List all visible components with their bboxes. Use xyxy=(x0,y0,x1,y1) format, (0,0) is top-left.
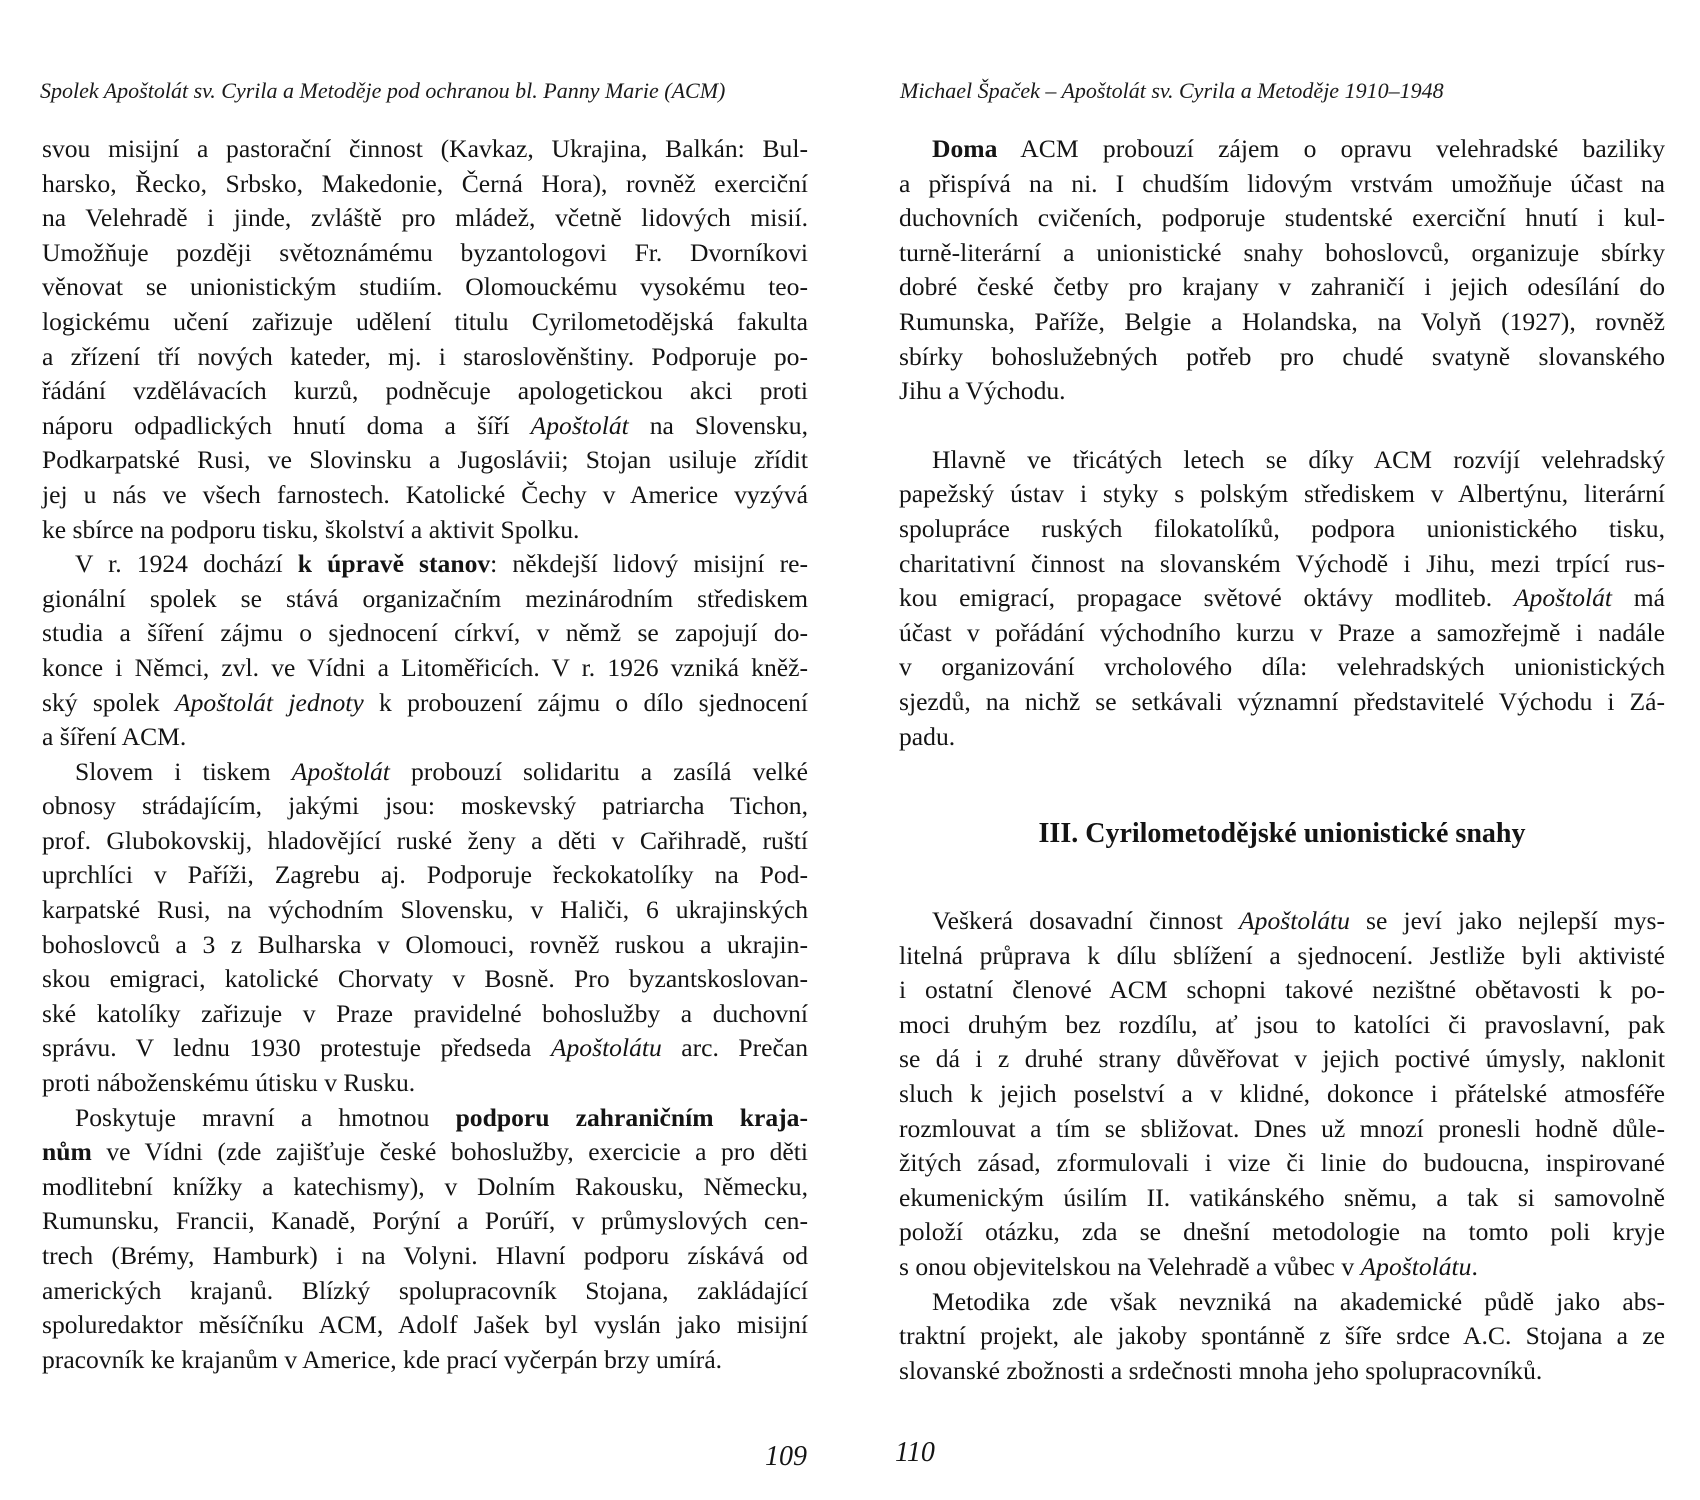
paragraph-left-2 xyxy=(42,547,808,755)
text-line: Jihu a Východu. xyxy=(899,376,1066,406)
text-line: a přispívá na ni. I chudším lidovým vrstvám umožňuje účast na xyxy=(899,168,1665,198)
text-line: spoluredaktor měsíčníku ACM, Adolf Jašek byl vyslán jako misijní xyxy=(42,1310,808,1340)
paragraph-right-3 xyxy=(899,904,1665,1285)
text-line: Hlavně ve třicátých letech se díky ACM rozvíjí velehradský xyxy=(932,444,1665,474)
text-line: Poskytuje mravní a hmotnou podporu zahraničním kraja- xyxy=(75,1102,808,1132)
page-number-left: 109 xyxy=(765,1441,807,1472)
text-line: rozmlouvat a tím se sbližovat. Dnes už mnozí pronesli hodně důle- xyxy=(899,1113,1665,1143)
text-line: a šíření ACM. xyxy=(42,722,187,752)
right-page xyxy=(850,0,1700,1500)
text-line: uprchlíci v Paříži, Zagrebu aj. Podporuje řeckokatolíky na Pod- xyxy=(42,860,808,890)
left-page-body xyxy=(42,132,808,1377)
text-line: Doma ACM probouzí zájem o opravu velehradské baziliky xyxy=(932,134,1665,163)
text-line: svou misijní a pastorační činnost (Kavkaz, Ukrajina, Balkán: Bul- xyxy=(42,134,808,163)
text-line: sbírky bohoslužebných potřeb pro chudé svatyně slovanského xyxy=(899,341,1665,371)
text-line: sjezdů, na nichž se setkávali významní představitelé Východu i Zá- xyxy=(899,686,1665,716)
text-line: ský spolek Apoštolát jednoty k probouzení zájmu o dílo sjednocení xyxy=(42,687,809,717)
text-line: kou emigrací, propagace světové oktávy modliteb. Apoštolát má xyxy=(899,583,1665,613)
text-line: nům ve Vídni (zde zajišťuje české bohoslužby, exercicie a pro děti xyxy=(42,1137,808,1167)
paragraph-left-4 xyxy=(42,1101,808,1378)
text-line: modlitební knížky a katechismy), v Dolním Rakousku, Německu, xyxy=(42,1171,808,1201)
text-line: položí otázku, zda se dnešní metodologie na tomto poli kryje xyxy=(899,1217,1665,1247)
text-line: bohoslovců a 3 z Bulharska v Olomouci, rovněž ruskou a ukrajin- xyxy=(42,929,808,959)
text-line: Veškerá dosavadní činnost Apoštolátu se jeví jako nejlepší mys- xyxy=(932,906,1665,936)
text-line: prof. Glubokovskij, hladovějící ruské ženy a děti v Cařihradě, ruští xyxy=(42,825,808,855)
running-head-right: Michael Špaček – Apoštolát sv. Cyrila a Metoděje 1910–1948 xyxy=(900,78,1444,103)
text-line: Rumunsku, Francii, Kanadě, Porýní a Porúří, v průmyslových cen- xyxy=(42,1206,808,1236)
text-line: sluch k jejich poselství a v klidné, dokonce i přátelské atmosféře xyxy=(899,1079,1665,1109)
paragraph-right-2 xyxy=(899,443,1665,754)
text-line: gionální spolek se stává organizačním mezinárodním střediskem xyxy=(42,583,808,613)
text-line: amerických krajanů. Blízký spolupracovník Stojana, zakládající xyxy=(42,1275,808,1305)
text-line: turně-literární a unionistické snahy bohoslovců, organizuje sbírky xyxy=(899,237,1665,267)
text-line: Umožňuje později světoznámému byzantologovi Fr. Dvorníkovi xyxy=(42,237,808,267)
page-number-right: 110 xyxy=(895,1437,935,1468)
text-line: správu. V lednu 1930 protestuje předseda Apoštolátu arc. Prečan xyxy=(42,1033,808,1063)
text-line: trech (Brémy, Hamburk) i na Volyni. Hlavní podporu získává od xyxy=(42,1241,808,1270)
running-head-left: Spolek Apoštolát sv. Cyrila a Metoděje pod ochranou bl. Panny Marie (ACM) xyxy=(40,78,726,103)
text-line: Metodika zde však nevzniká na akademické půdě jako abs- xyxy=(932,1286,1665,1316)
text-line: konce i Němci, zvl. ve Vídni a Litoměřicích. V r. 1926 vzniká kněž- xyxy=(42,652,808,682)
text-line: studia a šíření zájmu o sjednocení církví, v němž se zapojují do- xyxy=(42,618,808,648)
text-line: ekumenickým úsilím II. vatikánského sněmu, a tak si samovolně xyxy=(899,1182,1665,1212)
text-line: věnovat se unionistickým studiím. Olomouckému vysokému teo- xyxy=(42,272,808,302)
text-line: harsko, Řecko, Srbsko, Makedonie, Černá Hora), rovněž exerciční xyxy=(42,168,808,198)
text-line: pracovník ke krajanům v Americe, kde prací vyčerpán brzy umírá. xyxy=(42,1344,723,1374)
text-line: Rumunska, Paříže, Belgie a Holandska, na Volyň (1927), rovněž xyxy=(899,306,1665,336)
text-line: padu. xyxy=(899,721,956,751)
text-line: charitativní činnost na slovanském Východě i Jihu, mezi trpící rus- xyxy=(899,548,1665,578)
text-line: karpatské Rusi, na východním Slovensku, v Haliči, 6 ukrajinských xyxy=(42,895,808,925)
paragraph-left-3 xyxy=(42,755,808,1101)
text-line: a zřízení tří nových kateder, mj. i staroslověnštiny. Podporuje po- xyxy=(42,341,808,371)
text-line: Slovem i tiskem Apoštolát probouzí solidaritu a zasílá velké xyxy=(75,756,808,786)
text-line: žitých zásad, zformulovali i vize či linie do budoucna, inspirované xyxy=(899,1148,1665,1178)
paragraph-right-4 xyxy=(899,1285,1665,1389)
text-line: náporu odpadlických hnutí doma a šíří Apoštolát na Slovensku, xyxy=(42,410,808,440)
text-line: slovanské zbožnosti a srdečnosti mnoha jeho spolupracovníků. xyxy=(899,1355,1543,1385)
text-line: i ostatní členové ACM schopni takové nezištné obětavosti k po- xyxy=(899,975,1665,1005)
section-title: III. Cyrilometodějské unionistické snahy xyxy=(1038,818,1526,850)
text-line: proti náboženskému útisku v Rusku. xyxy=(42,1068,416,1098)
text-line: V r. 1924 dochází k úpravě stanov: někdejší lidový misijní re- xyxy=(75,549,808,579)
right-page-body xyxy=(899,132,1665,1388)
text-line: účast v pořádání východního kurzu v Praze a samozřejmě i nadále xyxy=(899,617,1665,647)
text-line: řádání vzdělávacích kurzů, podněcuje apologetickou akci proti xyxy=(42,376,808,406)
text-line: duchovních cvičeních, podporuje studentské exerciční hnutí i kul- xyxy=(899,203,1665,233)
text-line: skou emigraci, katolické Chorvaty v Bosně. Pro byzantskoslovan- xyxy=(42,964,808,994)
text-line: se dá i z druhé strany důvěřovat v jejich poctivé úmysly, naklonit xyxy=(899,1044,1665,1074)
paragraph-left-1 xyxy=(42,132,808,547)
text-line: litelná průprava k dílu sblížení a sjednocení. Jestliže byli aktivisté xyxy=(899,940,1665,970)
text-line: logickému učení zařizuje udělení titulu Cyrilometodějská fakulta xyxy=(42,306,808,336)
paragraph-gap xyxy=(899,409,1665,443)
text-line: dobré české četby pro krajany v zahraničí i jejich odesílání do xyxy=(899,272,1665,302)
text-line: obnosy strádajícím, jakými jsou: moskevský patriarcha Tichon, xyxy=(42,791,808,821)
paragraph-right-1 xyxy=(899,132,1665,409)
text-line: na Velehradě i jinde, zvláště pro mládež, včetně lidových misií. xyxy=(42,203,808,233)
text-line: spolupráce ruských filokatolíků, podpora unionistického tisku, xyxy=(899,513,1665,543)
text-line: moci druhým bez rozdílu, ať jsou to katolíci či pravoslavní, pak xyxy=(899,1009,1665,1039)
text-line: jej u nás ve všech farnostech. Katolické Čechy v Americe vyzývá xyxy=(42,479,808,509)
text-line: ke sbírce na podporu tisku, školství a aktivit Spolku. xyxy=(42,514,580,544)
text-line: Podkarpatské Rusi, ve Slovinsku a Jugoslávii; Stojan usiluje zřídit xyxy=(42,445,808,475)
text-line: papežský ústav i styky s polským střediskem v Albertýnu, literární xyxy=(899,479,1665,509)
text-line: traktní projekt, ale jakoby spontánně z šíře srdce A.C. Stojana a ze xyxy=(899,1321,1665,1351)
text-line: v organizování vrcholového díla: velehradských unionistických xyxy=(899,652,1665,682)
text-line: s onou objevitelskou na Velehradě a vůbec v Apoštolátu. xyxy=(899,1252,1478,1282)
text-line: ské katolíky zařizuje v Praze pravidelné bohoslužby a duchovní xyxy=(42,998,808,1028)
